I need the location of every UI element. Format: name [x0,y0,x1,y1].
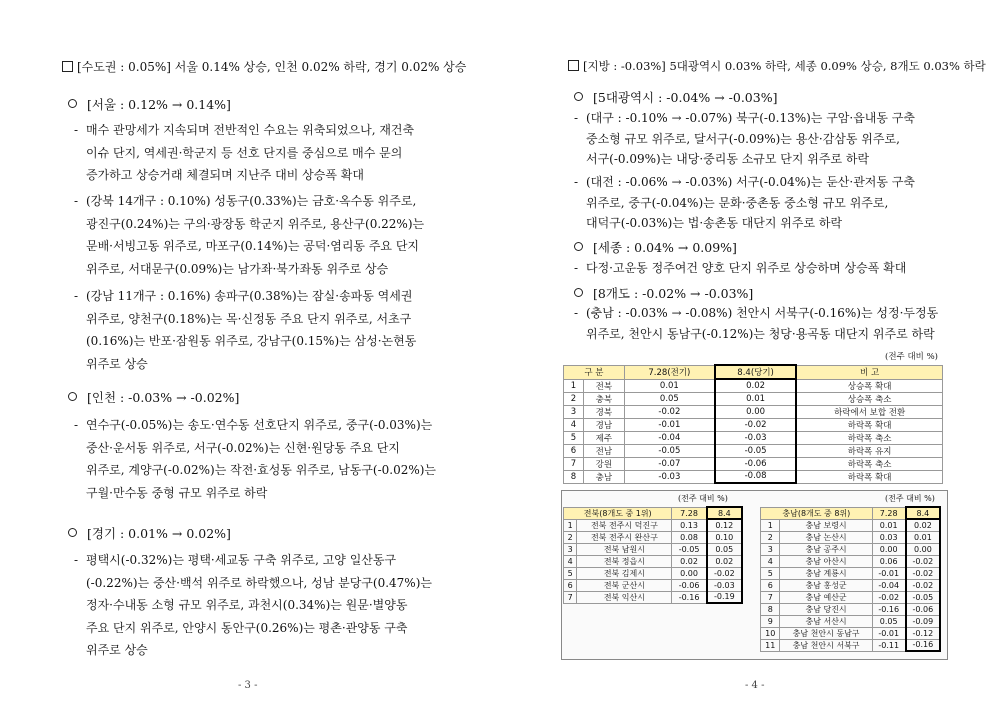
sejong-paragraph: - 다정·고운동 정주여건 양호 단지 위주로 상승하며 상승폭 확대 [574,261,907,275]
incheon-title: [인천 : -0.03% → -0.02%] [68,388,239,406]
table-cell: -0.12 [906,627,940,639]
table-cell: -0.06 [906,603,940,615]
table-cell: 2 [564,531,577,543]
table-row [564,405,943,418]
seoul-gangbuk-paragraph: - (강북 14개구 : 0.10%) 성동구(0.33%)는 금호·옥수동 위주로, 광진구(0.24%)는 구의·광장동 학군지 위주로, 용산구(0.22%)는 문배·서빙고동 위주로, 마포구(0.14%)는 공덕·염리동 주요 단지 위주로, 서대문구(0.09%)는 남가좌·북가좌동 위주로 상승 [74,194,425,276]
table-cell: 0.13 [672,519,707,531]
table-cell: 0.05 [872,615,906,627]
table-cell: 2 [761,531,780,543]
table-cell: 0.00 [672,567,707,579]
table-cell: 0.12 [707,519,742,531]
table-cell: 0.01 [906,531,940,543]
table-cell: 제주 [583,431,624,444]
sejong-title: [세종 : 0.04% → 0.09%] [574,238,737,256]
table-cell: 하락폭 확대 [796,418,942,431]
table-cell: -0.16 [872,603,906,615]
table-cell: 4 [564,418,584,431]
table-row [761,531,941,543]
table-cell: 전북 익산시 [577,591,672,603]
table-cell: 경북 [583,405,624,418]
table-cell: 3 [564,543,577,555]
table-cell: 충남 계룡시 [780,567,872,579]
table-cell: 0.05 [624,392,715,405]
table-cell: -0.16 [672,591,707,603]
table-cell: -0.06 [672,579,707,591]
table-cell: -0.05 [906,591,940,603]
table-cell: 충남 서산시 [780,615,872,627]
circle-bullet-icon [574,242,583,251]
table-cell: 충남 홍성군 [780,579,872,591]
table-header: 구 분 [564,365,625,379]
table-cell: 충남 공주시 [780,543,872,555]
table-cell: 0.02 [672,555,707,567]
table-header: 8.4(당기) [715,365,796,379]
table-cell: 하락폭 축소 [796,431,942,444]
table-row [564,591,743,603]
table-row [564,444,943,457]
table-cell: 1 [761,519,780,531]
table-cell: -0.02 [906,567,940,579]
unit-label: (전주 대비 %) [885,352,938,362]
table-cell: -0.05 [624,444,715,457]
table-cell: 0.02 [715,379,796,392]
circle-bullet-icon [68,99,77,108]
daegu-paragraph: - (대구 : -0.10% → -0.07%) 북구(-0.13%)는 구암·읍내동 구축 중소형 규모 위주로, 달서구(-0.09%)는 용산·감삼동 위주로, 서구(-0.09%)는 내당·중리동 소규모 단지 위주로 하락 [574,111,915,166]
table-cell: 5 [564,431,584,444]
table-cell: -0.07 [624,457,715,470]
table-cell: 2 [564,392,584,405]
table-row [761,591,941,603]
square-bullet-icon [568,60,579,71]
table-cell: 0.10 [707,531,742,543]
table-cell: 충북 [583,392,624,405]
table-header: 7.28 [872,507,906,519]
table-cell: 충남 논산시 [780,531,872,543]
table-cell: -0.03 [715,431,796,444]
table-cell: -0.19 [707,591,742,603]
jeonbuk-table [563,506,743,604]
table-header: 8.4 [906,507,940,519]
table-cell: -0.03 [624,470,715,483]
table-cell: 충남 아산시 [780,555,872,567]
seoul-paragraph-1: - 매수 관망세가 지속되며 전반적인 수요는 위축되었으나, 재건축 이슈 단지, 역세권·학군지 등 선호 단지를 중심으로 매수 문의 증가하고 상승거래 체결되며 지난주 대비 상승폭 확대 [74,123,415,182]
circle-bullet-icon [68,392,77,401]
regional-header: [지방 : -0.03%] 5대광역시 0.03% 하락, 세종 0.09% 상승, 8개도 0.03% 하락 [568,58,986,74]
table-cell: 8 [761,603,780,615]
table-cell: 4 [761,555,780,567]
table-row [564,567,743,579]
table-cell: 전북 정읍시 [577,555,672,567]
table-row [761,627,941,639]
table-row [761,567,941,579]
table-cell: 하락폭 확대 [796,470,942,483]
table-cell: 3 [761,543,780,555]
incheon-paragraph: - 연수구(-0.05%)는 송도·연수동 선호단지 위주로, 중구(-0.03%)는 중산·운서동 위주로, 서구(-0.02%)는 신현·원당동 주요 단지 위주로, 계양구(-0.02%)는 작전·효성동 위주로, 남동구(-0.02%)는 구월·만수동 중형 규모 위주로 하락 [74,418,437,500]
table-row [761,555,941,567]
table-cell: 전남 [583,444,624,457]
table-cell: -0.05 [715,444,796,457]
daejeon-paragraph: - (대전 : -0.06% → -0.03%) 서구(-0.04%)는 둔산·관저동 구축 위주로, 중구(-0.04%)는 문화·중촌동 중소형 규모 위주로, 대덕구(-0.03%)는 법·송촌동 대단지 위주로 하락 [574,175,915,230]
table-cell: -0.05 [672,543,707,555]
table-cell: -0.01 [624,418,715,431]
table-cell: 충남 천안시 서북구 [780,639,872,651]
table-row [564,431,943,444]
table-row [761,639,941,651]
table-row [761,519,941,531]
table-header: 7.28 [672,507,707,519]
table-row [564,457,943,470]
table-row [564,579,743,591]
seoul-title: [서울 : 0.12% → 0.14%] [68,95,231,113]
circle-bullet-icon [68,528,77,537]
table-cell: 0.00 [715,405,796,418]
square-bullet-icon [62,61,73,72]
table-header: 7.28(전기) [624,365,715,379]
table-cell: 전북 김제시 [577,567,672,579]
table-cell: 8 [564,470,584,483]
table-cell: 0.01 [624,379,715,392]
table-cell: 4 [564,555,577,567]
table-header: 비 고 [796,365,942,379]
table-cell: 0.02 [707,555,742,567]
table-cell: 0.05 [707,543,742,555]
table-row [761,603,941,615]
table-header: 전북(8개도 중 1위) [564,507,672,519]
table-cell: 충남 [583,470,624,483]
table-cell: 하락에서 보합 전환 [796,405,942,418]
table-cell: 5 [761,567,780,579]
table-cell: 0.01 [872,519,906,531]
table-cell: 6 [761,579,780,591]
table-row [564,418,943,431]
table-cell: -0.06 [715,457,796,470]
gyeonggi-title: [경기 : 0.01% → 0.02%] [68,524,231,542]
table-cell: 1 [564,519,577,531]
table-cell: -0.01 [872,567,906,579]
seoul-gangnam-paragraph: - (강남 11개구 : 0.16%) 송파구(0.38%)는 잠실·송파동 역세권 위주로, 양천구(0.18%)는 목·신정동 주요 단지 위주로, 서초구 (0.16%)는 반포·잠원동 위주로, 강남구(0.15%)는 삼성·논현동 위주로 상승 [74,289,417,371]
table-cell: 전북 전주시 덕진구 [577,519,672,531]
table-cell: 3 [564,405,584,418]
table-cell: 전북 [583,379,624,392]
table-row [761,543,941,555]
table-cell: 상승폭 확대 [796,379,942,392]
table-row [564,543,743,555]
table-cell: 10 [761,627,780,639]
table-cell: 충남 당진시 [780,603,872,615]
table-row [564,531,743,543]
unit-label: (전주 대비 %) [678,494,728,503]
chungnam-paragraph: - (충남 : -0.03% → -0.08%) 천안시 서북구(-0.16%)는 성정·두정동 위주로, 천안시 동남구(-0.12%)는 청당·용곡동 대단지 위주로 하락 [574,306,939,341]
table-cell: -0.08 [715,470,796,483]
table-cell: 전북 남원시 [577,543,672,555]
table-cell: -0.04 [624,431,715,444]
table-cell: 경남 [583,418,624,431]
table-cell: -0.02 [906,579,940,591]
page-number: - 4 - [745,680,765,691]
page-number: - 3 - [238,680,258,691]
table-cell: 11 [761,639,780,651]
table-cell: 상승폭 축소 [796,392,942,405]
table-cell: 6 [564,579,577,591]
table-row [761,615,941,627]
provinces-title: [8개도 : -0.02% → -0.03%] [574,284,753,302]
table-header: 8.4 [707,507,742,519]
table-cell: -0.09 [906,615,940,627]
table-row [564,392,943,405]
table-cell: 0.06 [872,555,906,567]
table-cell: -0.16 [906,639,940,651]
table-cell: -0.11 [872,639,906,651]
gyeonggi-paragraph: - 평택시(-0.32%)는 평택·세교동 구축 위주로, 고양 일산동구 (-0.22%)는 중산·백석 위주로 하락했으나, 성남 분당구(0.47%)는 정자·수내동 소형 규모 위주로, 과천시(0.34%)는 원문·별양동 주요 단지 위주로, 안양시 동안구(0.26%)는 평촌·관양동 구축 위주로 상승 [74,553,432,657]
table-cell: -0.02 [624,405,715,418]
table-row [564,555,743,567]
table-row [564,470,943,483]
table-cell: 충남 보령시 [780,519,872,531]
table-cell: -0.02 [715,418,796,431]
table-cell: 5 [564,567,577,579]
circle-bullet-icon [574,92,583,101]
table-cell: 0.08 [672,531,707,543]
table-cell: 하락폭 유지 [796,444,942,457]
table-cell: -0.03 [707,579,742,591]
table-cell: 0.00 [872,543,906,555]
table-cell: 9 [761,615,780,627]
table-cell: 충남 천안시 동남구 [780,627,872,639]
provinces-table [563,364,943,484]
table-cell: 충남 예산군 [780,591,872,603]
table-cell: 0.01 [715,392,796,405]
metro-area-header: [수도권 : 0.05%] 서울 0.14% 상승, 인천 0.02% 하락, 경기 0.02% 상승 [62,58,466,75]
table-cell: 6 [564,444,584,457]
table-cell: -0.02 [906,555,940,567]
table-cell: 7 [564,457,584,470]
table-row [564,379,943,392]
chungnam-table [760,506,941,652]
table-cell: 7 [564,591,577,603]
table-cell: 0.02 [906,519,940,531]
table-cell: 강원 [583,457,624,470]
table-cell: 1 [564,379,584,392]
table-cell: 0.00 [906,543,940,555]
table-row [564,519,743,531]
table-cell: 전북 군산시 [577,579,672,591]
table-cell: 전북 전주시 완산구 [577,531,672,543]
table-cell: -0.02 [707,567,742,579]
table-cell: -0.04 [872,579,906,591]
table-cell: -0.01 [872,627,906,639]
table-cell: 하락폭 축소 [796,457,942,470]
table-row [761,579,941,591]
circle-bullet-icon [574,288,583,297]
unit-label: (전주 대비 %) [885,494,935,503]
table-cell: 0.03 [872,531,906,543]
table-cell: 7 [761,591,780,603]
metro-cities-title: [5대광역시 : -0.04% → -0.03%] [574,88,777,106]
table-cell: -0.02 [872,591,906,603]
table-header: 충남(8개도 중 8위) [761,507,873,519]
